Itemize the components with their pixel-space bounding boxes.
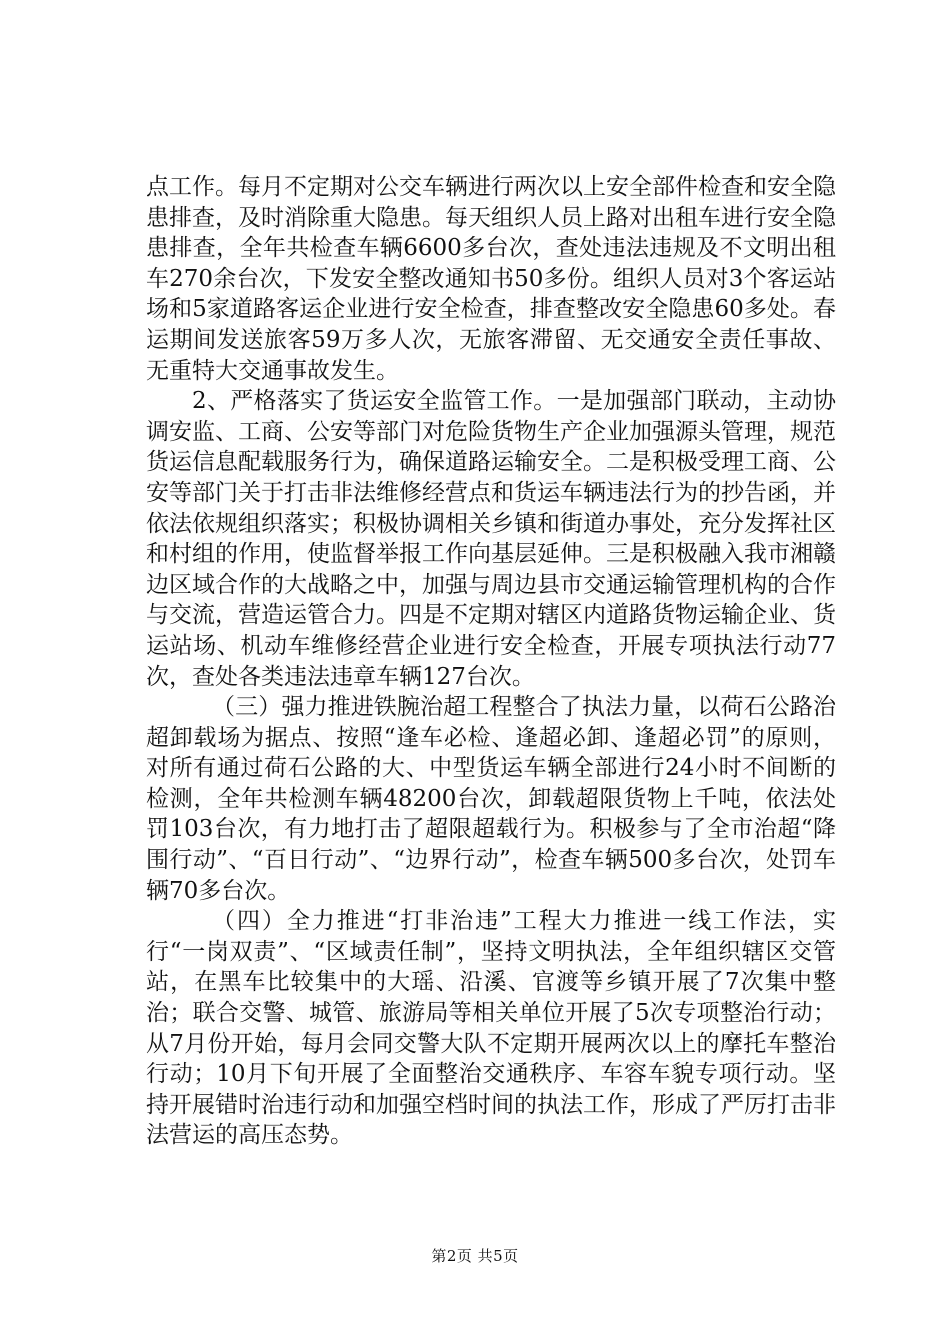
paragraph-continuation: 点工作。每月不定期对公交车辆进行两次以上安全部件检查和安全隐患排查，及时消除重大隐患。每天组织人员上路对出租车进行安全隐患排查，全年共检查车辆6600多台次，查处违法违规及不文明出租车270余台次，下发安全整改通知书50多份。组织人员对3个客运站场和5家道路客运企业进行安全检查，排查整改安全隐患60多处。春运期间发送旅客59万多人次，无旅客滞留、无交通安全责任事故、无重特大交通事故发生。: [146, 174, 836, 384]
paragraph-illegal-operation: （四）全力推进“打非治违”工程大力推进一线工作法，实行“一岗双责”、“区域责任制”，坚持文明执法，全年组织辖区交管站，在黑车比较集中的大瑶、沿溪、官渡等乡镇开展了7次集中整治；联合交警、城管、旅游局等相关单位开展了5次专项整治行动；从7月份开始，每月会同交警大队不定期开展两次以上的摩托车整治行动；10月下旬开展了全面整治交通秩序、车容车貌专项行动。坚持开展错时治违行动和加强空档时间的执法工作，形成了严厉打击非法营运的高压态势。: [146, 908, 836, 1149]
paragraph-overload-control: （三）强力推进铁腕治超工程整合了执法力量，以荷石公路治超卸载场为据点、按照“逢车必检、逢超必卸、逢超必罚”的原则，对所有通过荷石公路的大、中型货运车辆全部进行24小时不间断的检测，全年共检测车辆48200台次，卸载超限货物上千吨，依法处罚103台次，有力地打击了超限超载行为。积极参与了全市治超“降围行动”、“百日行动”、“边界行动”，检查车辆500多台次，处罚车辆70多台次。: [146, 694, 836, 904]
page-number-footer: 第2页 共5页: [431, 1247, 519, 1265]
paragraph-freight-safety: 2、严格落实了货运安全监管工作。一是加强部门联动，主动协调安监、工商、公安等部门对危险货物生产企业加强源头管理，规范货运信息配载服务行为，确保道路运输安全。二是积极受理工商、公安等部门关于打击非法维修经营点和货运车辆违法行为的抄告函，并依法依规组织落实；积极协调相关乡镇和街道办事处，充分发挥社区和村组的作用，使监督举报工作向基层延伸。三是积极融入我市湘赣边区域合作的大战略之中，加强与周边县市交通运输管理机构的合作与交流，营造运管合力。四是不定期对辖区内道路货物运输企业、货运站场、机动车维修经营企业进行安全检查，开展专项执法行动77次，查处各类违法违章车辆127台次。: [146, 388, 836, 690]
document-body: [146, 172, 836, 1151]
